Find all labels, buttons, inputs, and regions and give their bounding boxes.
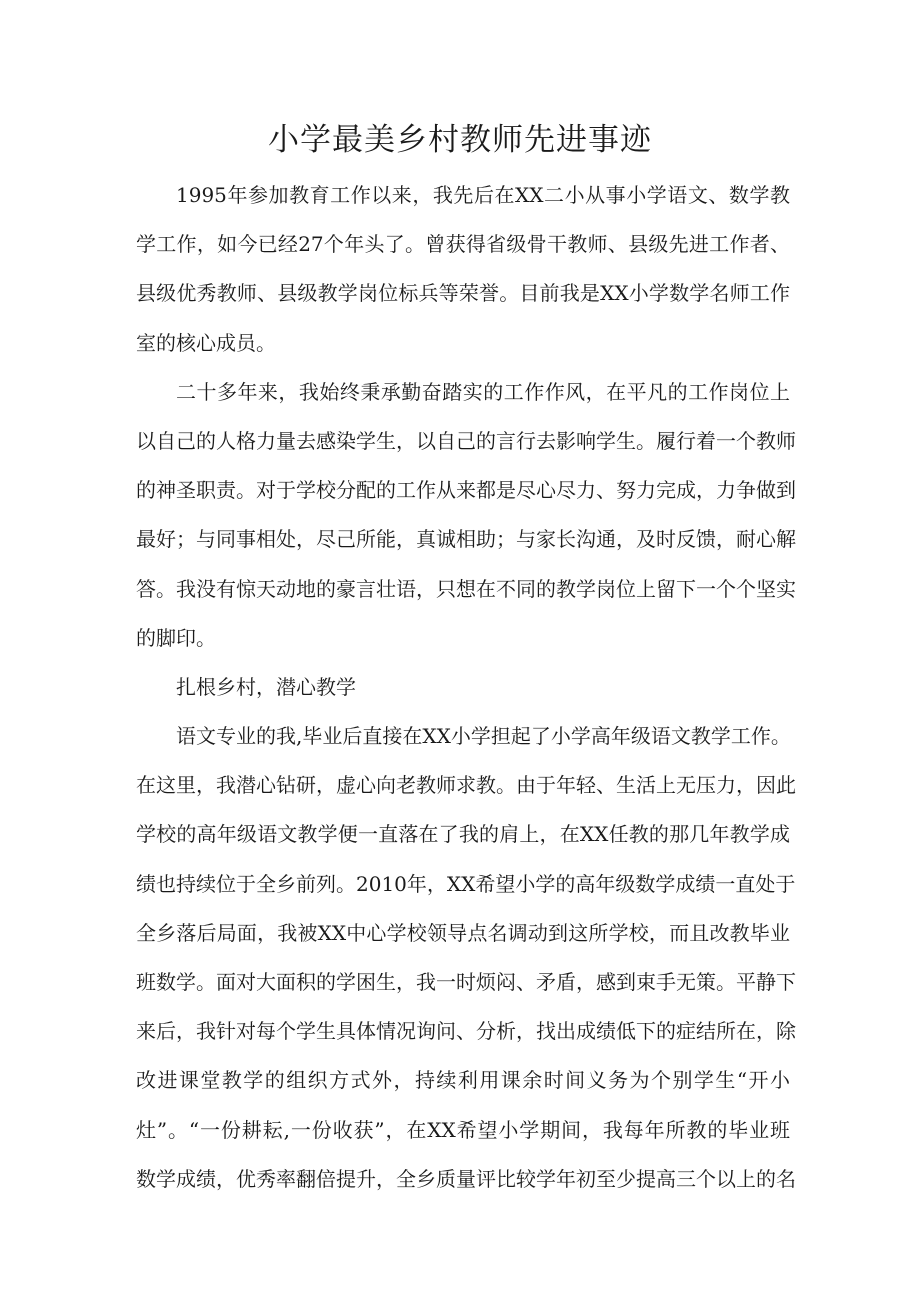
text-line: 绩也持续位于全乡前列。2010年，XX希望小学的高年级数学成绩一直处于 — [136, 871, 796, 896]
text-line: 改进课堂教学的组织方式外，持续利用课余时间义务为个别学生“开小 — [136, 1068, 790, 1093]
document-title: 小学最美乡村教师先进事迹 — [268, 122, 652, 158]
text-line: 答。我没有惊天动地的豪言壮语，只想在不同的教学岗位上留下一个个坚实 — [136, 576, 796, 601]
text-line: 学校的高年级语文教学便一直落在了我的肩上，在XX任教的那几年教学成 — [136, 822, 790, 847]
text-line: 数学成绩，优秀率翻倍提升，全乡质量评比较学年初至少提高三个以上的名 — [136, 1166, 796, 1191]
text-line: 的神圣职责。对于学校分配的工作从来都是尽心尽力、努力完成，力争做到 — [136, 478, 796, 503]
document-body — [136, 171, 796, 1204]
text-line: 在这里，我潜心钻研，虚心向老教师求教。由于年轻、生活上无压力，因此 — [136, 773, 796, 798]
text-line: 县级优秀教师、县级教学岗位标兵等荣誉。目前我是XX小学数学名师工作 — [136, 281, 790, 306]
text-line: 来后，我针对每个学生具体情况询问、分析，找出成绩低下的症结所在，除 — [136, 1019, 796, 1044]
text-line: 二十多年来，我始终秉承勤奋踏实的工作作风，在平凡的工作岗位上 — [176, 379, 790, 404]
text-line: 的脚印。 — [136, 625, 216, 650]
text-line: 1995年参加教育工作以来，我先后在XX二小从事小学语文、数学教 — [176, 183, 790, 207]
text-line: 全乡落后局面，我被XX中心学校领导点名调动到这所学校，而且改教毕业 — [136, 920, 790, 945]
text-line: 室的核心成员。 — [136, 330, 276, 355]
text-line: 以自己的人格力量去感染学生，以自己的言行去影响学生。履行着一个教师 — [136, 428, 796, 453]
text-line: 扎根乡村，潜心教学 — [176, 674, 356, 699]
text-line: 学工作，如今已经27个年头了。曾获得省级骨干教师、县级先进工作者、 — [136, 232, 790, 257]
text-line: 最好；与同事相处，尽己所能，真诚相助；与家长沟通，及时反馈，耐心解 — [136, 527, 796, 552]
text-line: 语文专业的我,毕业后直接在XX小学担起了小学高年级语文教学工作。 — [176, 724, 791, 749]
text-line: 班数学。面对大面积的学困生，我一时烦闷、矛盾，感到束手无策。平静下 — [136, 970, 796, 994]
text-line: 灶”。“一份耕耘,一份收获”，在XX希望小学期间，我每年所教的毕业班 — [136, 1117, 790, 1142]
